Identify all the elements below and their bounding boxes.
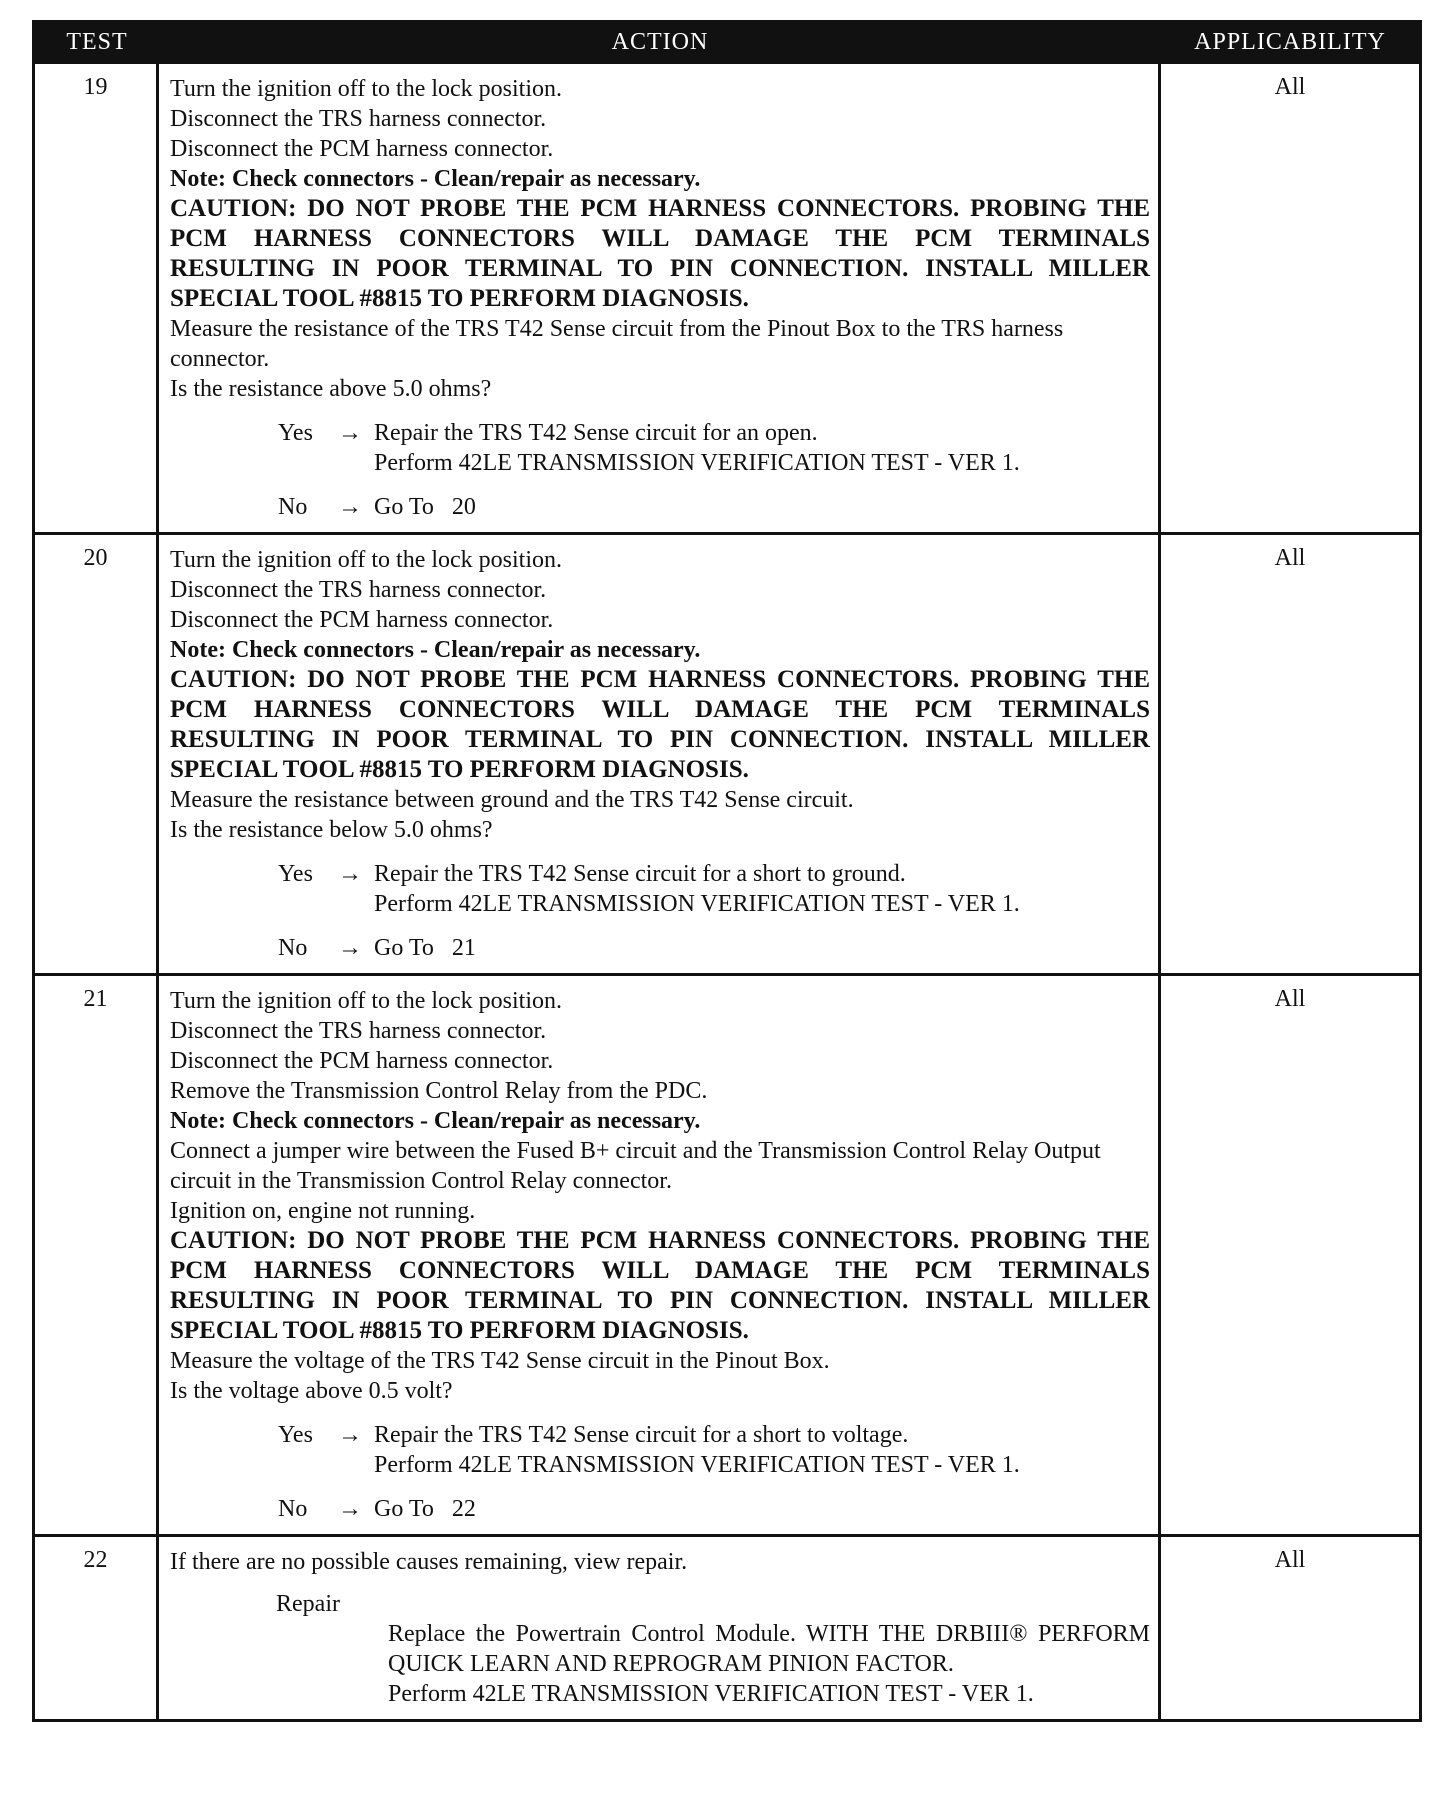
outcomes (170, 859, 1150, 963)
note-text: Note: Check connectors - Clean/repair as necessary. (170, 1108, 701, 1134)
step-line: Turn the ignition off to the lock position. (170, 547, 563, 573)
arrow-icon: → (338, 420, 362, 446)
outcomes (170, 418, 1150, 522)
applicability-value: All (1274, 74, 1306, 100)
applicability-value: All (1274, 1547, 1306, 1573)
step-line: Disconnect the PCM harness connector. (170, 607, 554, 633)
arrow-icon: → (338, 935, 362, 961)
no-label: No (278, 935, 308, 961)
applicability-value: All (1274, 545, 1306, 571)
arrow-icon: → (338, 1422, 362, 1448)
yes-outcome (278, 859, 1150, 919)
arrow-icon: → (338, 861, 362, 887)
test-number: 20 (35, 535, 159, 973)
intro-text: If there are no possible causes remaining, view repair. (170, 1549, 688, 1575)
yes-action: Repair the TRS T42 Sense circuit for a short to ground. (374, 861, 906, 887)
test-row-20 (35, 532, 1419, 973)
action-cell (159, 1537, 1161, 1719)
verification-step: Perform 42LE TRANSMISSION VERIFICATION TEST - VER 1. (374, 450, 1020, 476)
yes-label: Yes (278, 861, 313, 887)
ignition-step: Ignition on, engine not running. (170, 1198, 476, 1224)
step-line: Turn the ignition off to the lock position. (170, 76, 563, 102)
caution-text: CAUTION: DO NOT PROBE THE PCM HARNESS CONNECTORS. PROBING THE PCM HARNESS CONNECTORS WILL DAMAGE THE PCM TERMINALS RESULTING IN POOR TERMINAL TO PIN CONNECTION. INSTALL MILLER SPECIAL TOOL #8815 TO PERFORM DIAGNOSIS. (170, 666, 1150, 783)
yes-outcome (278, 418, 1150, 478)
yes-label: Yes (278, 420, 313, 446)
no-outcome (278, 933, 1150, 963)
outcomes (170, 1420, 1150, 1524)
measure-step: Measure the resistance of the TRS T42 Sense circuit from the Pinout Box to the TRS harness connector. (170, 316, 1064, 372)
measure-step: Measure the resistance between ground and the TRS T42 Sense circuit. (170, 787, 854, 813)
no-label: No (278, 494, 308, 520)
repair-label: Repair (276, 1591, 340, 1617)
verification-step: Perform 42LE TRANSMISSION VERIFICATION TEST - VER 1. (374, 891, 1020, 917)
step-line: Remove the Transmission Control Relay from the PDC. (170, 1078, 708, 1104)
question-text: Is the voltage above 0.5 volt? (170, 1378, 453, 1404)
test-number: 19 (35, 64, 159, 532)
step-line: Turn the ignition off to the lock position. (170, 988, 563, 1014)
action-cell (159, 535, 1161, 973)
yes-outcome (278, 1420, 1150, 1480)
step-line: Disconnect the TRS harness connector. (170, 577, 547, 603)
no-outcome (278, 1494, 1150, 1524)
test-row-22 (35, 1534, 1419, 1719)
step-line: Disconnect the TRS harness connector. (170, 1018, 547, 1044)
verification-step: Perform 42LE TRANSMISSION VERIFICATION TEST - VER 1. (374, 1452, 1020, 1478)
table-header (35, 23, 1419, 61)
step-line: Disconnect the PCM harness connector. (170, 136, 554, 162)
repair-text: Replace the Powertrain Control Module. WITH THE DRBIII® PERFORM QUICK LEARN AND REPROGRAM PINION FACTOR. (388, 1621, 1150, 1677)
action-cell (159, 976, 1161, 1534)
jumper-step: Connect a jumper wire between the Fused B+ circuit and the Transmission Control Relay Output circuit in the Transmission Control Relay connector. (170, 1138, 1101, 1194)
yes-label: Yes (278, 1422, 313, 1448)
question-text: Is the resistance above 5.0 ohms? (170, 376, 492, 402)
yes-action: Repair the TRS T42 Sense circuit for an open. (374, 420, 818, 446)
goto-link[interactable]: Go To 21 (374, 935, 476, 961)
arrow-icon: → (338, 494, 362, 520)
step-line: Disconnect the TRS harness connector. (170, 106, 547, 132)
yes-action: Repair the TRS T42 Sense circuit for a short to voltage. (374, 1422, 909, 1448)
header-applicability: APPLICABILITY (1194, 28, 1386, 55)
goto-link[interactable]: Go To 22 (374, 1496, 476, 1522)
diagnostic-test-table (32, 20, 1422, 1722)
verification-step: Perform 42LE TRANSMISSION VERIFICATION TEST - VER 1. (388, 1681, 1034, 1707)
arrow-icon: → (338, 1496, 362, 1522)
note-text: Note: Check connectors - Clean/repair as necessary. (170, 166, 701, 192)
header-test: TEST (66, 28, 128, 55)
test-row-21 (35, 973, 1419, 1534)
step-line: Disconnect the PCM harness connector. (170, 1048, 554, 1074)
goto-link[interactable]: Go To 20 (374, 494, 476, 520)
test-number: 21 (35, 976, 159, 1534)
no-outcome (278, 492, 1150, 522)
question-text: Is the resistance below 5.0 ohms? (170, 817, 493, 843)
measure-step: Measure the voltage of the TRS T42 Sense circuit in the Pinout Box. (170, 1348, 830, 1374)
test-row-19 (35, 61, 1419, 532)
action-cell (159, 64, 1161, 532)
test-number: 22 (35, 1537, 159, 1719)
no-label: No (278, 1496, 308, 1522)
header-action: ACTION (611, 28, 709, 55)
caution-text: CAUTION: DO NOT PROBE THE PCM HARNESS CONNECTORS. PROBING THE PCM HARNESS CONNECTORS WILL DAMAGE THE PCM TERMINALS RESULTING IN POOR TERMINAL TO PIN CONNECTION. INSTALL MILLER SPECIAL TOOL #8815 TO PERFORM DIAGNOSIS. (170, 1227, 1150, 1344)
applicability-value: All (1274, 986, 1306, 1012)
caution-text: CAUTION: DO NOT PROBE THE PCM HARNESS CONNECTORS. PROBING THE PCM HARNESS CONNECTORS WILL DAMAGE THE PCM TERMINALS RESULTING IN POOR TERMINAL TO PIN CONNECTION. INSTALL MILLER SPECIAL TOOL #8815 TO PERFORM DIAGNOSIS. (170, 195, 1150, 312)
note-text: Note: Check connectors - Clean/repair as necessary. (170, 637, 701, 663)
